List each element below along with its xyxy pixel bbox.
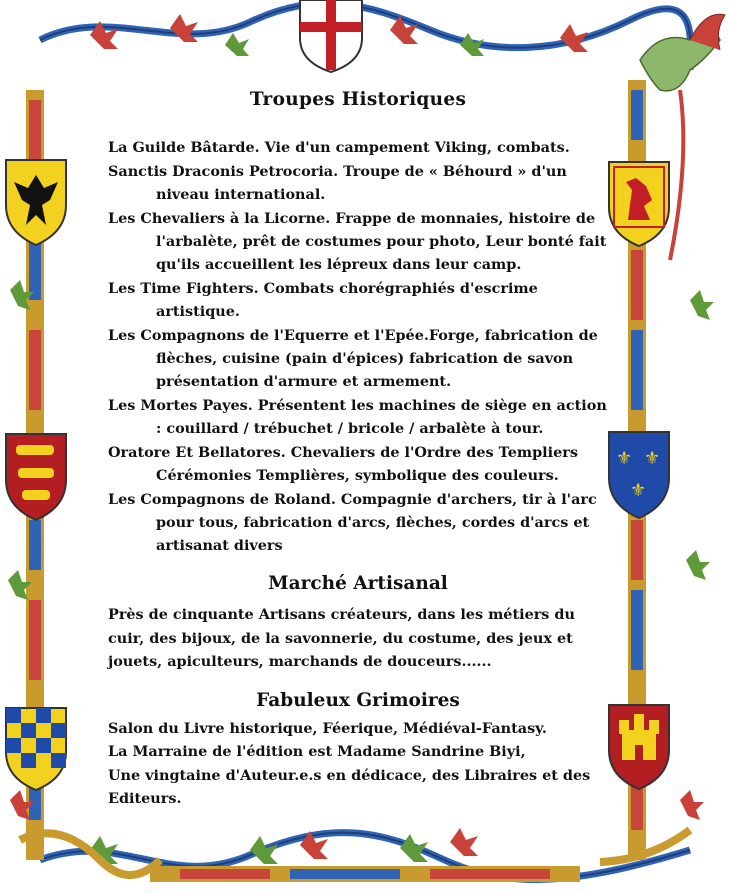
main-text xyxy=(108,88,608,810)
troupe-entry: Sanctis Draconis Petrocoria. Troupe de « Béhourd » d'un niveau international. xyxy=(108,162,567,204)
shield-lions xyxy=(6,434,66,520)
marche-heading: Marché Artisanal xyxy=(268,572,448,594)
shield-castle xyxy=(609,705,669,789)
shield-lion-rampant xyxy=(609,162,669,246)
troupe-entry: Les Time Fighters. Combats chorégraphiés d'escrime artistique. xyxy=(108,279,538,321)
top-vine xyxy=(40,3,690,70)
grimoires-heading: Fabuleux Grimoires xyxy=(256,690,460,712)
troupe-entry: Les Compagnons de l'Equerre et l'Epée.Forge, fabrication de flèches, cuisine (pain d'épices) fabrication de savon présentation d'armure et armement. xyxy=(108,326,598,391)
grimoires-line: Une vingtaine d'Auteur.e.s en dédicace, des Libraires et des Editeurs. xyxy=(108,766,591,807)
marche-text: Près de cinquante Artisans créateurs, dans les métiers du cuir, des bijoux, de la savonnerie, du costume, des jeux et jouets, apiculteurs, marchands de douceurs...... xyxy=(108,606,575,670)
svg-text:⚜: ⚜ xyxy=(644,448,661,469)
bottom-bar xyxy=(150,866,580,882)
troupe-entry: La Guilde Bâtarde. Vie d'un campement Viking, combats. xyxy=(108,139,570,157)
grimoires-line: La Marraine de l'édition est Madame Sandrine Biyi, xyxy=(108,743,526,761)
shield-checkered xyxy=(6,708,66,790)
troupe-entry: Oratore Et Bellatores. Chevaliers de l'Ordre des Templiers Cérémonies Templières, symbolique des couleurs. xyxy=(108,443,578,485)
troupe-entry: Les Mortes Payes. Présentent les machines de siège en action : couillard / trébuchet / bricole / arbalète à tour. xyxy=(108,396,607,438)
svg-text:⚜: ⚜ xyxy=(630,480,647,501)
shield-fleur-de-lis xyxy=(609,432,669,518)
troupe-entry: Les Compagnons de Roland. Compagnie d'archers, tir à l'arc pour tous, fabrication d'arcs, flèches, cordes d'arcs et artisanat divers xyxy=(108,490,597,555)
grimoires-line: Salon du Livre historique, Féerique, Médiéval-Fantasy. xyxy=(108,719,547,737)
troupes-list xyxy=(108,136,608,557)
shield-top-cross xyxy=(300,0,362,72)
shield-eagle xyxy=(6,160,66,245)
troupe-entry: Les Chevaliers à la Licorne. Frappe de monnaies, histoire de l'arbalète, prêt de costumes pour photo, Leur bonté fait qu'ils accueillent les lépreux dans leur camp. xyxy=(108,209,607,274)
page-title: Troupes Historiques xyxy=(249,89,467,110)
svg-text:⚜: ⚜ xyxy=(616,448,633,469)
